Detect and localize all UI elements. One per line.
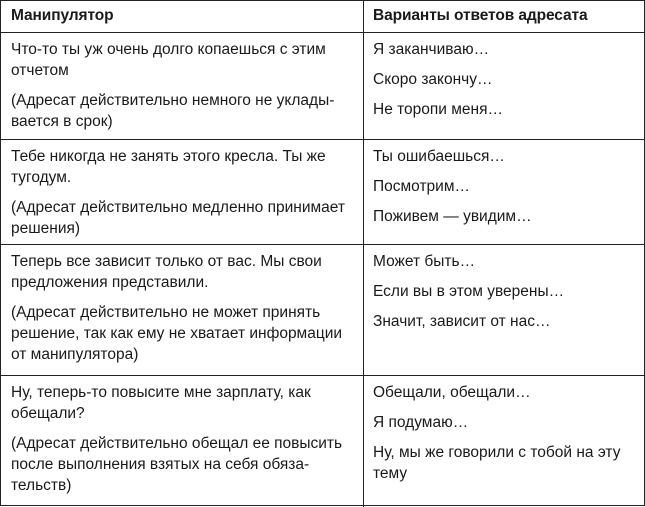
manipulator-cell	[1, 140, 364, 244]
manipulator-cell	[1, 376, 364, 507]
manipulator-cell	[1, 33, 364, 139]
table-row	[1, 245, 644, 376]
table-header-row	[1, 1, 644, 33]
manipulator-phrase: Ну, теперь-то повысите мне зарплату, как обещали?	[11, 384, 311, 422]
response-item: Ну, мы же говорили с тобой на эту тему	[373, 444, 621, 482]
responses-cell	[364, 140, 644, 244]
response-item: Обещали, обещали…	[373, 384, 531, 401]
response-item: Ты ошибаешься…	[373, 148, 505, 165]
response-item: Если вы в этом уверены…	[373, 283, 565, 300]
responses-cell	[364, 33, 644, 139]
manipulator-phrase: Тебе никогда не занять этого кресла. Ты же тугодум.	[11, 148, 326, 186]
response-item: Поживем — увидим…	[373, 208, 532, 225]
header-responses: Варианты ответов адресата	[373, 7, 588, 24]
context-note: (Адресат действительно медленно принимает решения)	[11, 199, 345, 237]
response-item: Может быть…	[373, 253, 476, 270]
response-item: Скоро закончу…	[373, 71, 493, 88]
response-item: Посмотрим…	[373, 178, 470, 195]
response-item: Я заканчиваю…	[373, 41, 490, 58]
context-note: (Адресат действительно обещал ее повысить после выполнения взятых на себя обяза-тельств)	[11, 435, 343, 494]
response-item: Значит, зависит от нас…	[373, 313, 551, 330]
responses-cell	[364, 245, 644, 375]
manipulator-cell	[1, 245, 364, 375]
responses-cell	[364, 376, 644, 507]
context-note: (Адресат действительно немного не уклады-вается в срок)	[11, 92, 335, 130]
header-manipulator: Манипулятор	[1, 1, 364, 32]
response-item: Не торопи меня…	[373, 101, 503, 118]
context-note: (Адресат действительно не может принять решение, так как ему не хватает информации от манипулятора)	[11, 304, 343, 363]
table-row	[1, 140, 644, 245]
table-row	[1, 33, 644, 140]
response-item: Я подумаю…	[373, 414, 469, 431]
manipulator-phrase: Теперь все зависит только от вас. Мы свои предложения представили.	[11, 253, 322, 291]
manipulator-phrase: Что-то ты уж очень долго копаешься с этим отчетом	[11, 41, 326, 79]
table-row	[1, 376, 644, 507]
